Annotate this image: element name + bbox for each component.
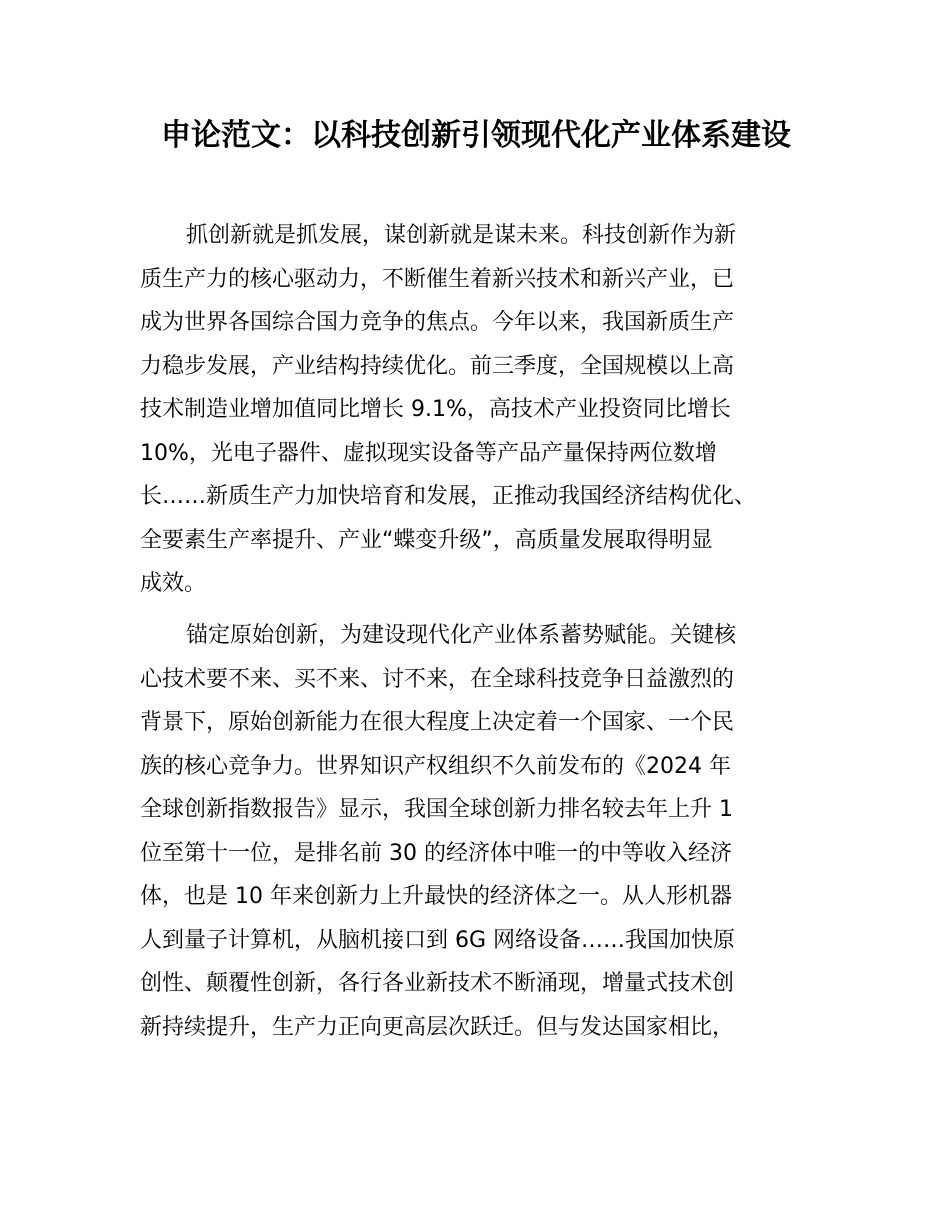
paragraph-line: 全要素生产率提升、产业“蝶变升级”，高质量发展取得明显 xyxy=(140,527,713,553)
paragraph-line: 锚定原始创新，为建设现代化产业体系蓄势赋能。关键核 xyxy=(186,623,737,648)
paragraph-2 xyxy=(140,614,812,1049)
paragraph-line: 力稳步发展，产业结构持续优化。前三季度，全国规模以上高 xyxy=(140,353,735,379)
paragraph-line: 人到量子计算机，从脑机接口到 6G 网络设备……我国加快原 xyxy=(140,927,736,953)
paragraph-line: 技术制造业增加值同比增长 9.1%，高技术产业投资同比增长 xyxy=(140,397,731,422)
paragraph-line: 长……新质生产力加快培育和发展，正推动我国经济结构优化、 xyxy=(140,484,757,509)
paragraph-line: 质生产力的核心驱动力，不断催生着新兴技术和新兴产业，已 xyxy=(140,266,735,292)
paragraph-line: 全球创新指数报告》显示，我国全球创新力排名较去年上升 1 xyxy=(140,797,733,822)
paragraph-line: 心技术要不来、买不来、讨不来，在全球科技竞争日益激烈的 xyxy=(140,666,735,692)
paragraph-line: 创性、颠覆性创新，各行各业新技术不断涌现，增量式技术创 xyxy=(140,971,735,996)
document-title: 申论范文：以科技创新引领现代化产业体系建设 xyxy=(161,118,791,153)
paragraph-line: 位至第十一位，是排名前 30 的经济体中唯一的中等收入经济 xyxy=(140,840,732,866)
paragraph-line: 体，也是 10 年来创新力上升最快的经济体之一。从人形机器 xyxy=(140,884,732,909)
paragraph-line: 抓创新就是抓发展，谋创新就是谋未来。科技创新作为新 xyxy=(186,223,737,248)
paragraph-line: 成效。 xyxy=(140,571,207,596)
paragraph-1 xyxy=(140,214,812,606)
paragraph-line: 成为世界各国综合国力竞争的焦点。今年以来，我国新质生产 xyxy=(140,310,735,335)
paragraph-line: 10%，光电子器件、虚拟现实设备等产品产量保持两位数增 xyxy=(140,440,717,466)
paragraph-line: 族的核心竞争力。世界知识产权组织不久前发布的《2024 年 xyxy=(140,753,731,779)
paragraph-line: 新持续提升，生产力正向更高层次跃迁。但与发达国家相比， xyxy=(140,1014,735,1040)
paragraph-line: 背景下，原始创新能力在很大程度上决定着一个国家、一个民 xyxy=(140,710,735,735)
